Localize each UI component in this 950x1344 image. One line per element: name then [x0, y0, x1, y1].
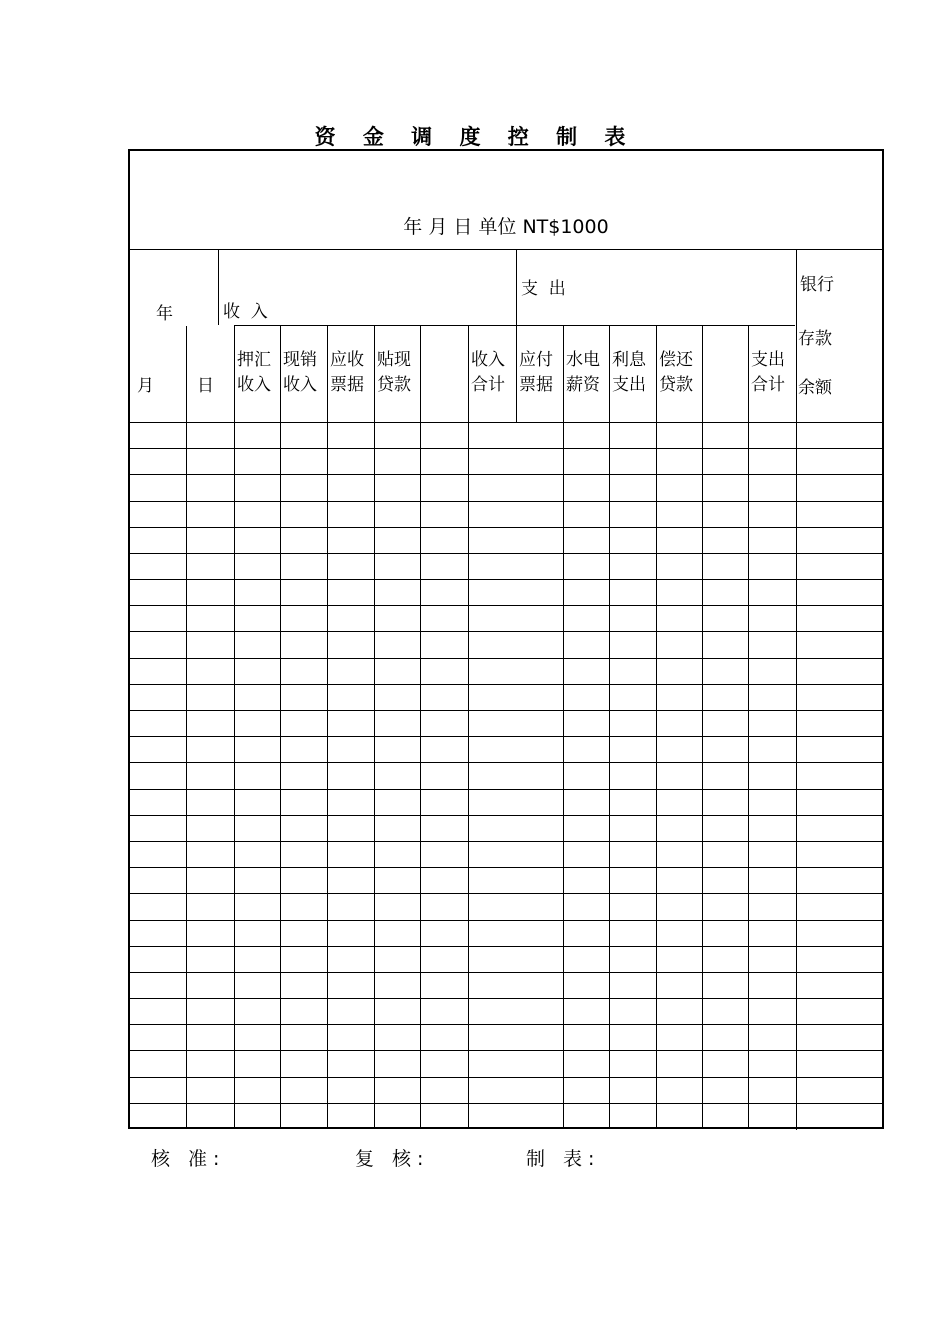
table-row[interactable] [129, 867, 884, 893]
column-header-line2: 贷款 [659, 375, 693, 395]
column-header-line1: 偿还 [659, 350, 693, 370]
header-bank-2: 存款 [798, 329, 832, 349]
approve-label: 核 准: [151, 1148, 226, 1170]
table-row[interactable] [129, 920, 884, 946]
income-expense-divider [516, 250, 517, 422]
table-row[interactable] [129, 1077, 884, 1103]
table-row[interactable] [129, 762, 884, 788]
table-row[interactable] [129, 998, 884, 1024]
column-header-line2: 收入 [283, 375, 317, 395]
table-row[interactable] [129, 946, 884, 972]
header-year: 年 [156, 304, 173, 324]
table-row[interactable] [129, 789, 884, 815]
year-divider [218, 250, 219, 325]
column-header-line2: 合计 [751, 375, 785, 395]
column-header-line1: 支出 [751, 350, 785, 370]
column-header-line1: 应付 [519, 350, 553, 370]
column-header-line2: 支出 [612, 375, 646, 395]
column-header-line2: 票据 [519, 375, 553, 395]
table-row[interactable] [129, 579, 884, 605]
column-header-line1: 应收 [330, 350, 364, 370]
table-row[interactable] [129, 1024, 884, 1050]
table-row[interactable] [129, 658, 884, 684]
column-header-line1: 现销 [283, 350, 317, 370]
header-day: 日 [197, 376, 214, 396]
column-header-line2: 薪资 [566, 375, 600, 395]
page-title: 资 金 调 度 控 制 表 [314, 125, 636, 149]
header-income: 收 入 [223, 302, 268, 322]
column-header-line1: 收入 [471, 350, 505, 370]
table-row[interactable] [129, 474, 884, 500]
table-row[interactable] [129, 1103, 884, 1129]
table-row[interactable] [129, 631, 884, 657]
header-divider [129, 249, 884, 250]
header-expense: 支 出 [521, 279, 566, 299]
column-header-line2: 票据 [330, 375, 364, 395]
prepared-label: 制 表: [526, 1148, 601, 1170]
table-row[interactable] [129, 893, 884, 919]
header-month: 月 [137, 376, 154, 396]
table-row[interactable] [129, 605, 884, 631]
column-header-line1: 押汇 [237, 350, 271, 370]
table-row[interactable] [129, 1050, 884, 1076]
header-bank-3: 余额 [798, 378, 832, 398]
column-header-line2: 合计 [471, 375, 505, 395]
column-header-line1: 利息 [612, 350, 646, 370]
table-row[interactable] [129, 527, 884, 553]
table-row[interactable] [129, 422, 884, 448]
table-row[interactable] [129, 841, 884, 867]
date-unit-line: 年 月 日 单位 NT$1000 [403, 216, 609, 238]
column-header-line1: 水电 [566, 350, 600, 370]
column-header-line2: 收入 [237, 375, 271, 395]
table-row[interactable] [129, 736, 884, 762]
table-row[interactable] [129, 448, 884, 474]
column-header-line1: 贴现 [377, 350, 411, 370]
column-header-line2: 贷款 [377, 375, 411, 395]
table-row[interactable] [129, 815, 884, 841]
table-row[interactable] [129, 710, 884, 736]
subheader-divider [234, 325, 795, 326]
table-row[interactable] [129, 684, 884, 710]
table-row[interactable] [129, 553, 884, 579]
header-bank-1: 银行 [800, 275, 834, 295]
table-row[interactable] [129, 501, 884, 527]
table-row[interactable] [129, 972, 884, 998]
review-label: 复 核: [355, 1148, 430, 1170]
